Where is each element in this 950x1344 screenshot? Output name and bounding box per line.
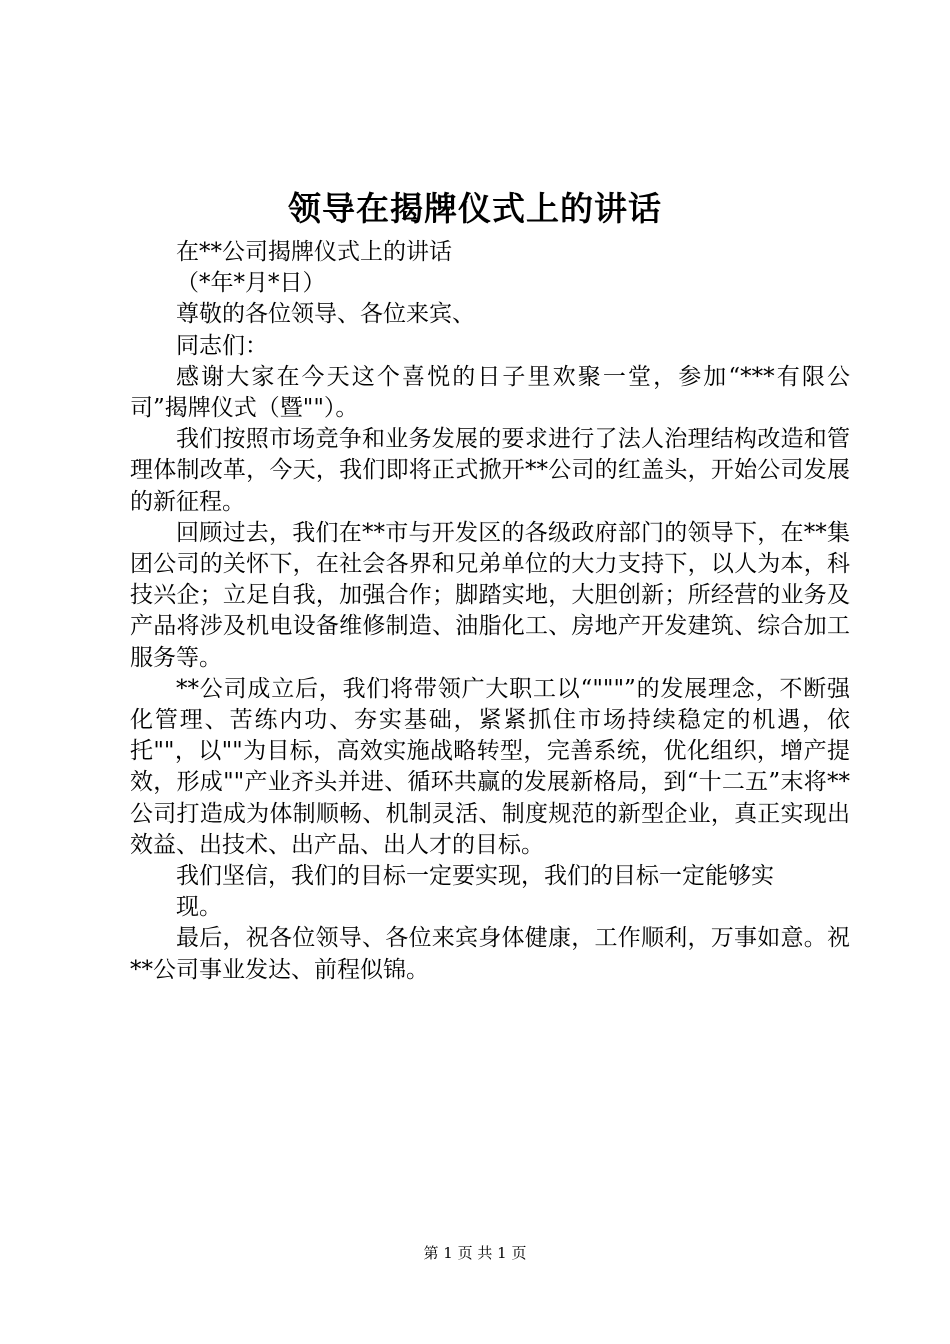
paragraph-reform: 我们按照市场竞争和业务发展的要求进行了法人治理结构改造和管理体制改革，今天，我们即将正式掀开**公司的红盖头，开始公司发展的新征程。 [130,426,850,515]
page-footer: 第 1 页 共 1 页 [423,1244,527,1262]
paragraph-review: 回顾过去，我们在**市与开发区的各级政府部门的领导下，在**集团公司的关怀下，在社会各界和兄弟单位的大力支持下，以人为本，科技兴企；立足自我，加强合作；脚踏实地，大胆创新；所经营的业务及产品将涉及机电设备维修制造、油脂化工、房地产开发建筑、综合加工服务等。 [130,519,850,671]
paragraph-outlook: **公司成立后，我们将带领广大职工以“"""”的发展理念，不断强化管理、苦练内功、夯实基础，紧紧抓住市场持续稳定的机遇，依托""，以""为目标，高效实施战略转型，完善系统，优化组织，增产提效，形成""产业齐头并进、循环共赢的发展新格局，到“十二五”末将**公司打造成为体制顺畅、机制灵活、制度规范的新型企业，真正实现出效益、出技术、出产品、出人才的目标。 [130,675,850,858]
document-title: 领导在揭牌仪式上的讲话 [288,189,662,228]
salutation-comrades: 同志们： [176,332,268,359]
paragraph-thanks: 感谢大家在今天这个喜悦的日子里欢聚一堂，参加“***有限公司”揭牌仪式（暨""）。 [130,363,850,422]
salutation: 尊敬的各位领导、各位来宾、 [176,301,475,328]
speech-date: （*年*月*日） [176,270,326,297]
paragraph-belief-end: 现。 [176,894,222,921]
document-body [130,237,850,986]
speech-subtitle: 在**公司揭牌仪式上的讲话 [176,239,452,265]
paragraph-closing: 最后，祝各位领导、各位来宾身体健康，工作顺利，万事如意。祝**公司事业发达、前程似锦。 [130,925,850,983]
paragraph-belief: 我们坚信，我们的目标一定要实现，我们的目标一定能够实 [176,863,774,890]
